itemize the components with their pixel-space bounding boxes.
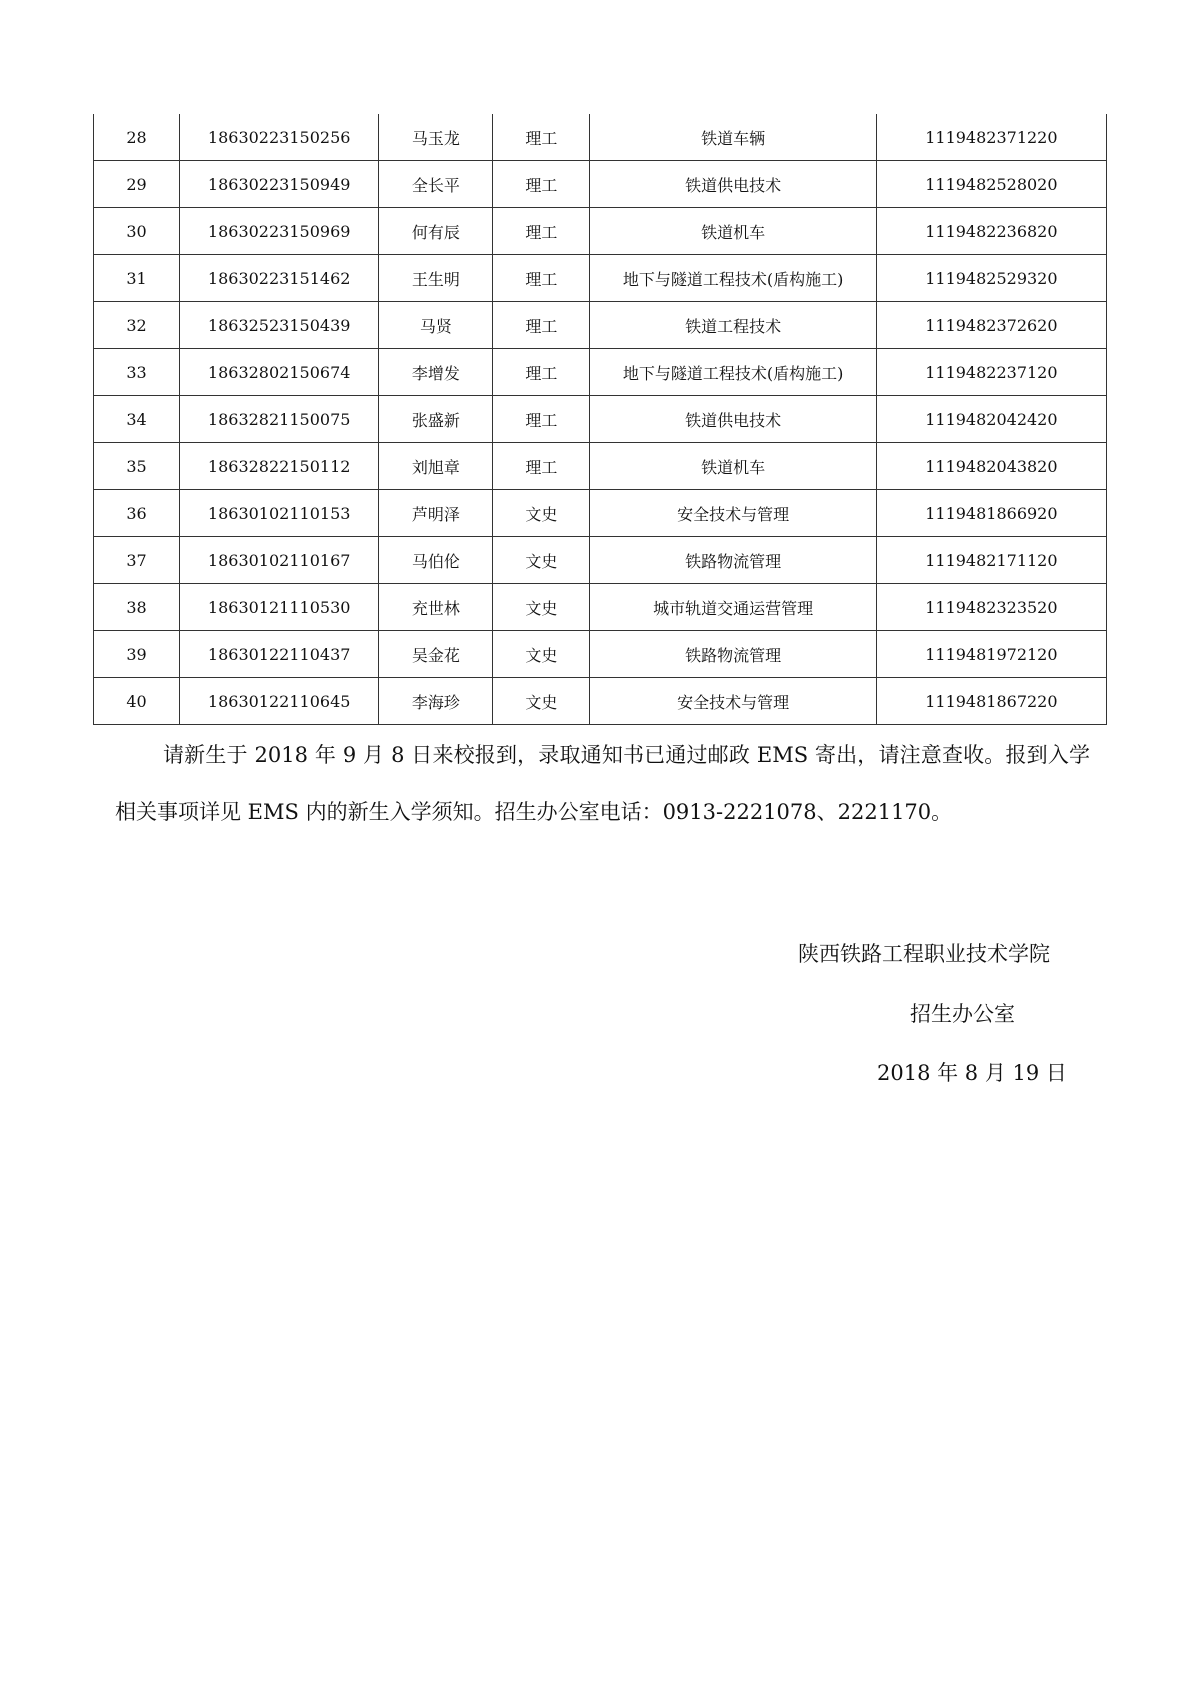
major: 城市轨道交通运营管理 [590, 584, 876, 631]
table-row [94, 114, 1107, 161]
category: 理工 [493, 255, 590, 302]
category: 文史 [493, 490, 590, 537]
category: 文史 [493, 537, 590, 584]
student-name: 全长平 [379, 161, 493, 208]
exam-id: 18632802150674 [180, 349, 379, 396]
row-number: 35 [94, 443, 180, 490]
major: 地下与隧道工程技术(盾构施工) [590, 349, 876, 396]
major: 铁道机车 [590, 208, 876, 255]
table-row [94, 208, 1107, 255]
row-number: 33 [94, 349, 180, 396]
exam-id: 18630223150949 [180, 161, 379, 208]
student-name: 芦明泽 [379, 490, 493, 537]
exam-id: 18630122110645 [180, 678, 379, 725]
major: 铁路物流管理 [590, 631, 876, 678]
category: 理工 [493, 349, 590, 396]
student-name: 李增发 [379, 349, 493, 396]
row-number: 38 [94, 584, 180, 631]
ems-number: 1119482237120 [876, 349, 1106, 396]
table-row [94, 631, 1107, 678]
exam-id: 18630102110167 [180, 537, 379, 584]
table-row [94, 302, 1107, 349]
student-name: 吴金花 [379, 631, 493, 678]
signature-office: 招生办公室 [910, 1002, 1015, 1026]
admission-table [93, 114, 1107, 725]
ems-number: 1119482528020 [876, 161, 1106, 208]
row-number: 31 [94, 255, 180, 302]
category: 理工 [493, 114, 590, 161]
student-name: 张盛新 [379, 396, 493, 443]
exam-id: 18630102110153 [180, 490, 379, 537]
row-number: 30 [94, 208, 180, 255]
row-number: 34 [94, 396, 180, 443]
student-name: 马伯伦 [379, 537, 493, 584]
ems-number: 1119482171120 [876, 537, 1106, 584]
major: 铁道车辆 [590, 114, 876, 161]
table-row [94, 255, 1107, 302]
category: 文史 [493, 678, 590, 725]
category: 文史 [493, 631, 590, 678]
category: 理工 [493, 302, 590, 349]
exam-id: 18630223151462 [180, 255, 379, 302]
exam-id: 18632822150112 [180, 443, 379, 490]
table-row [94, 537, 1107, 584]
major: 安全技术与管理 [590, 678, 876, 725]
exam-id: 18630223150256 [180, 114, 379, 161]
student-name: 充世林 [379, 584, 493, 631]
ems-number: 1119482236820 [876, 208, 1106, 255]
exam-id: 18630122110437 [180, 631, 379, 678]
table-row [94, 443, 1107, 490]
student-name: 马贤 [379, 302, 493, 349]
ems-number: 1119481867220 [876, 678, 1106, 725]
signature-school: 陕西铁路工程职业技术学院 [798, 942, 1050, 966]
ems-number: 1119482372620 [876, 302, 1106, 349]
student-name: 刘旭章 [379, 443, 493, 490]
ems-number: 1119482323520 [876, 584, 1106, 631]
major: 安全技术与管理 [590, 490, 876, 537]
signature-date: 2018 年 8 月 19 日 [877, 1061, 1067, 1085]
table-row [94, 678, 1107, 725]
row-number: 28 [94, 114, 180, 161]
category: 理工 [493, 443, 590, 490]
exam-id: 18632523150439 [180, 302, 379, 349]
major: 铁道机车 [590, 443, 876, 490]
major: 铁道供电技术 [590, 396, 876, 443]
category: 理工 [493, 161, 590, 208]
row-number: 37 [94, 537, 180, 584]
category: 理工 [493, 396, 590, 443]
ems-number: 1119482371220 [876, 114, 1106, 161]
ems-number: 1119482043820 [876, 443, 1106, 490]
row-number: 29 [94, 161, 180, 208]
table-row [94, 490, 1107, 537]
student-name: 马玉龙 [379, 114, 493, 161]
major: 地下与隧道工程技术(盾构施工) [590, 255, 876, 302]
table-row [94, 161, 1107, 208]
exam-id: 18630121110530 [180, 584, 379, 631]
table-row [94, 349, 1107, 396]
major: 铁路物流管理 [590, 537, 876, 584]
table-row [94, 584, 1107, 631]
exam-id: 18632821150075 [180, 396, 379, 443]
student-name: 李海珍 [379, 678, 493, 725]
exam-id: 18630223150969 [180, 208, 379, 255]
ems-number: 1119481866920 [876, 490, 1106, 537]
row-number: 39 [94, 631, 180, 678]
registration-notice: 请新生于 2018 年 9 月 8 日来校报到，录取通知书已通过邮政 EMS 寄出，请注意查收。报到入学相关事项详见 EMS 内的新生入学须知。招生办公室电话：0913-2221078、2221170。 [115, 743, 1090, 824]
table-row [94, 396, 1107, 443]
ems-number: 1119482529320 [876, 255, 1106, 302]
ems-number: 1119482042420 [876, 396, 1106, 443]
major: 铁道工程技术 [590, 302, 876, 349]
student-name: 何有辰 [379, 208, 493, 255]
ems-number: 1119481972120 [876, 631, 1106, 678]
major: 铁道供电技术 [590, 161, 876, 208]
student-name: 王生明 [379, 255, 493, 302]
row-number: 40 [94, 678, 180, 725]
row-number: 36 [94, 490, 180, 537]
category: 文史 [493, 584, 590, 631]
category: 理工 [493, 208, 590, 255]
admission-table-body [94, 114, 1107, 725]
row-number: 32 [94, 302, 180, 349]
